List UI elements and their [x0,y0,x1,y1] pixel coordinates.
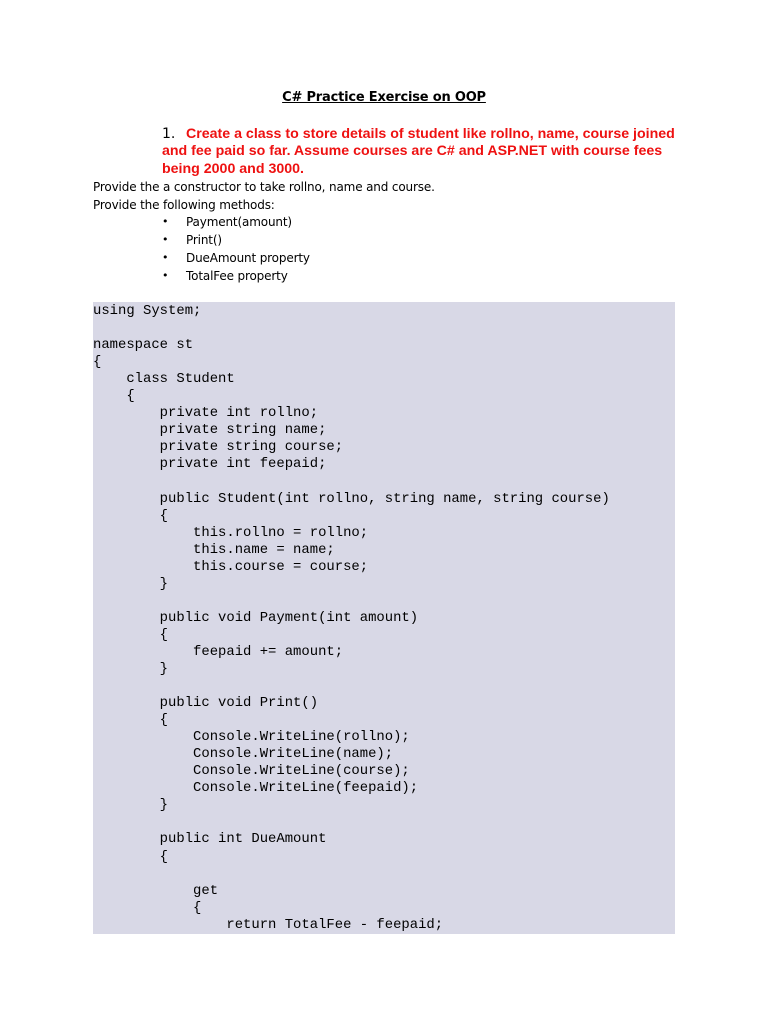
bullet-icon: • [162,233,169,246]
bullet-icon: • [162,251,169,264]
list-item [160,231,310,249]
bullet-icon: • [162,269,169,282]
code-block [93,302,675,934]
list-item [160,267,310,285]
method-label: Payment(amount) [186,215,292,229]
code-listing: using System; namespace st { class Student { private int rollno; private string name; private string course; private int feepaid; public Student(int rollno, string name, string course) { this.rollno = rollno; this.name = name; this.course = course; } public void Payment(int amount) { feepaid += amount; } public void Print() { Console.WriteLine(rollno); Console.WriteLine(name); Console.WriteLine(course); Console.WriteLine(feepaid); } public int DueAmount { get { return TotalFee - feepaid; [93,303,610,933]
constructor-instruction: Provide the a constructor to take rollno, name and course. [93,180,435,194]
document-title: C# Practice Exercise on OOP [282,90,486,105]
list-item [160,213,310,231]
method-label: TotalFee property [186,269,288,283]
list-item [160,249,310,267]
method-label: Print() [186,233,222,247]
methods-instruction: Provide the following methods: [93,198,275,212]
question-number: 1. [162,126,176,142]
bullet-icon: • [162,215,169,228]
method-label: DueAmount property [186,251,310,265]
question-text: Create a class to store details of student like rollno, name, course joined and fee paid so far. Assume courses are C# and ASP.NET with course fees being 2000 and 3000. [162,126,675,177]
methods-list [160,213,310,285]
